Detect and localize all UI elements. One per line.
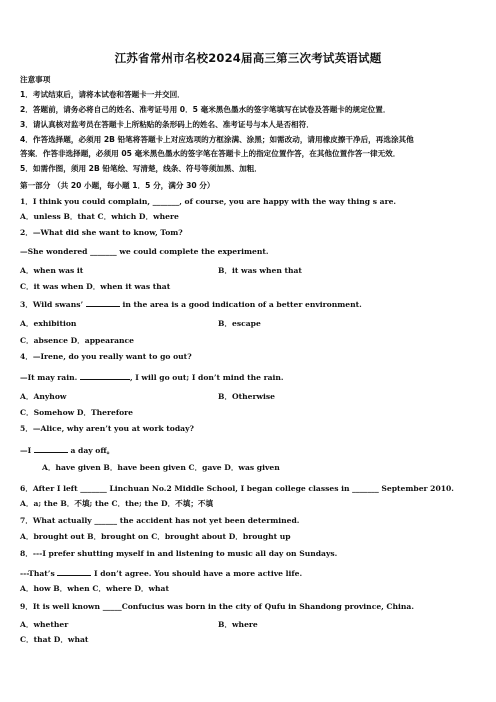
question-1-stem: 1．I think you could complain, _______, of course, you are happy with the way thing s are. xyxy=(20,197,397,206)
question-3-stem-end: in the area is a good indication of a better environment. xyxy=(119,300,362,309)
question-7-options: A．brought out B．brought on C．brought about D．brought up xyxy=(20,532,291,541)
question-5-options: A．have given B．have been given C．gave D．was given xyxy=(42,463,280,472)
question-8-stem: 8．---I prefer shutting myself in and listening to music all day on Sundays. xyxy=(20,549,338,558)
answer-blank xyxy=(80,371,130,380)
section-heading: 第一部分 （共 20 小题，每小题 1．5 分，满分 30 分） xyxy=(20,181,215,190)
note-item: 4．作答选择题，必须用 2B 铅笔将答题卡上对应选项的方框涂满、涂黑；如需改动，请用橡皮擦干净后，再选涂其他 xyxy=(20,135,414,144)
question-7-stem: 7．What actually ______ the accident has not yet been determined. xyxy=(20,516,300,525)
question-9-options-cd: C．that D．what xyxy=(20,635,89,644)
note-item: 1．考试结束后，请将本试卷和答题卡一并交回． xyxy=(20,90,185,99)
option-a: A．when was it xyxy=(20,266,84,275)
question-5-context xyxy=(20,444,114,456)
question-2-options-ab xyxy=(20,266,460,276)
option-b: B．it was when that xyxy=(218,266,302,275)
question-4-options-cd: C．Somehow D．Therefore xyxy=(20,408,133,417)
option-a: A．Anyhow xyxy=(20,392,67,401)
question-8-options: A．how B．when C．where D．what xyxy=(20,584,169,593)
question-3-options-ab xyxy=(20,319,460,329)
question-4-options-ab xyxy=(20,392,460,402)
option-b: B．escape xyxy=(218,319,261,328)
answer-blank xyxy=(57,567,91,576)
question-5-stem: 5．—Alice, why aren’t you at work today? xyxy=(20,424,194,433)
question-6-options: A．a; the B．不填; the C．the; the D．不填；不填 xyxy=(20,499,214,508)
question-5-context-start: —I xyxy=(20,446,34,455)
question-9-options-ab xyxy=(20,620,460,630)
question-3-stem xyxy=(20,298,362,310)
note-item: 答案．作答非选择题，必须用 05 毫米黑色墨水的签字笔在答题卡上的指定位置作答，在其他位置作答一律无效． xyxy=(20,149,401,158)
note-item: 2．答题前，请务必将自己的姓名、准考证号用 0．5 毫米黑色墨水的签字笔填写在试卷及答题卡的规定位置． xyxy=(20,105,391,114)
option-b: B．where xyxy=(218,620,258,629)
question-4-context-end: , I will go out; I don’t mind the rain. xyxy=(129,373,284,382)
question-2-context: —She wondered _______ we could complete the experiment. xyxy=(20,247,269,256)
note-item: 3．请认真核对监考员在答题卡上所粘贴的条形码上的姓名、准考证号与本人是否相符． xyxy=(20,120,314,129)
question-4-context-start: —It may rain. xyxy=(20,373,80,382)
note-item: 5．如需作图，须用 2B 铅笔绘、写清楚，线条、符号等须加黑、加粗． xyxy=(20,164,262,173)
option-b: B．Otherwise xyxy=(218,392,276,401)
question-4-context xyxy=(20,371,284,383)
question-4-stem: 4．—Irene, do you really want to go out? xyxy=(20,352,192,361)
page-title: 江苏省常州市名校2024届高三第三次考试英语试题 xyxy=(114,51,382,65)
question-8-context xyxy=(20,567,302,579)
question-6-stem: 6．After I left _______ Linchuan No.2 Middle School, I began college classes in _______ September 2010. xyxy=(20,484,454,493)
question-3-stem-start: 3．Wild swans’ xyxy=(20,300,86,309)
question-8-context-start: ---That’s xyxy=(20,569,58,578)
question-5-context-end: a day off。 xyxy=(67,446,115,455)
answer-blank xyxy=(86,298,120,307)
question-9-stem: 9．It is well known _____Confucius was born in the city of Qufu in Shandong province, China. xyxy=(20,602,414,611)
notes-heading: 注意事项 xyxy=(20,75,51,84)
question-2-options-cd: C．it was when D．when it was that xyxy=(20,282,171,291)
question-1-options: A．unless B．that C．which D．where xyxy=(20,212,179,221)
question-3-options-cd: C．absence D．appearance xyxy=(20,336,134,345)
answer-blank xyxy=(34,444,68,453)
option-a: A．whether xyxy=(20,620,69,629)
question-2-stem: 2．—What did she want to know, Tom? xyxy=(20,228,183,237)
question-8-context-end: I don’t agree. You should have a more active life. xyxy=(91,569,303,578)
option-a: A．exhibition xyxy=(20,319,77,328)
